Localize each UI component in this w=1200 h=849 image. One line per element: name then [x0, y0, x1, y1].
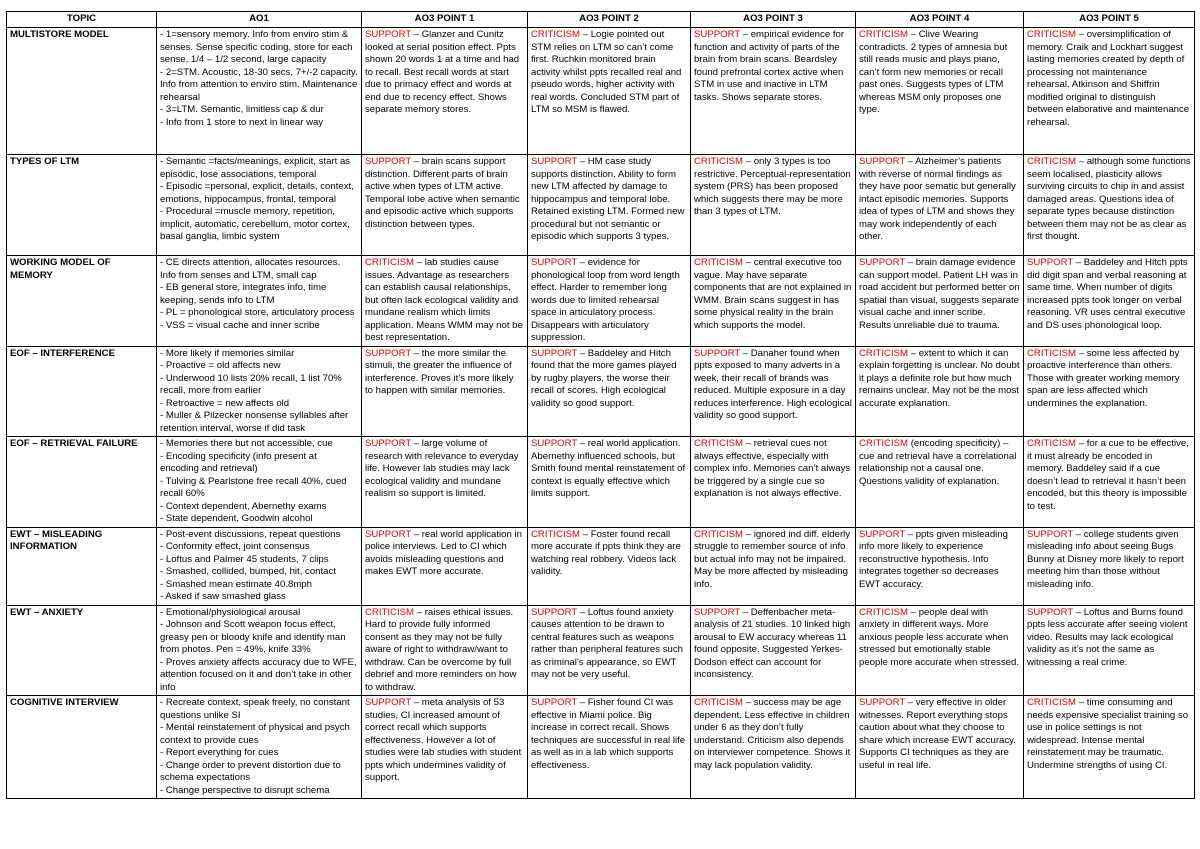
evaluation-label: CRITICISM — [694, 438, 744, 449]
evaluation-text: – Loftus and Burns found ppts less accurate after seeing violent video. Results may lack ecological validity as it’s not the same as witnessing a real crime. — [1027, 606, 1188, 668]
ao1-bullet: - Smashed, collided, bumped, hit, contact — [160, 566, 336, 577]
ao3-point-3-cell — [691, 256, 856, 347]
topic-cell: EWT – ANXIETY — [7, 605, 157, 696]
evaluation-text: – Alzheimer’s patients with reverse of normal findings as they have poor sematic but generally intact episodic memories. Supports idea of types of LTM and shows they may work independently of each other. — [859, 156, 1016, 242]
topic-cell: MULTISTORE MODEL — [7, 28, 157, 155]
evaluation-text: – Baddeley and Hitch ppts did digit span and verbal reasoning at same time. When number of digits increased ppts took longer on verbal reasoning. VR uses central executive and DS uses phonological loop. — [1027, 257, 1188, 331]
ao1-bullet: - Change perspective to disrupt schema — [160, 784, 330, 796]
ao1-bullet: - Asked if saw smashed glass — [160, 591, 286, 602]
evaluation-text: – for a cue to be effective, it must already be encoded in memory. Baddeley said if a cue doesn’t lead to retrieval it hasn’t been encoded, but this theory is impossible to test. — [1027, 438, 1189, 512]
evaluation-text: – Loftus found anxiety causes attention to be drawn to central features such as weapons rather than peripheral features such as criminal’s appearance, so EWT may not be very useful. — [531, 606, 683, 680]
ao3-point-3-cell — [691, 28, 856, 155]
evaluation-text: – very effective in older witnesses. Report everything stops caution about what they choose to share which increase EWT accuracy. Supports CI techniques as they are useful in real life. — [859, 697, 1016, 771]
evaluation-text: – success may be age dependent. Less effective in children under 6 as they don’t fully understand. Criticism also depends on interviewer competence. Shows it may lack population validity. — [694, 697, 851, 771]
evaluation-label: SUPPORT — [365, 347, 412, 359]
topic-cell: EOF – INTERFERENCE — [7, 346, 157, 437]
evaluation-label: SUPPORT — [365, 528, 412, 540]
ao3-point-4-cell — [856, 527, 1024, 605]
evaluation-text: – Danaher found when ppts exposed to many adverts in a week, their recall of brands was reduced. Multiple exposure in a day reduces interference. High ecological validity so good support. — [694, 347, 852, 421]
evaluation-text: – people deal with anxiety in different ways. More anxious people less accurate when stressed but emotionally stable people more accurate when stressed. — [859, 606, 1019, 668]
ao3-point-1-cell — [362, 605, 528, 696]
evaluation-label: CRITICISM — [531, 528, 581, 540]
ao3-point-5-cell — [1024, 346, 1195, 437]
ao1-bullet: - CE directs attention, allocates resources. Info from senses and LTM, small cap — [160, 257, 341, 281]
ao1-bullet: - Recreate context, speak freely, no constant questions unlike SI — [160, 697, 350, 721]
ao1-bullet: - Loftus and Palmer 45 students, 7 clips — [160, 553, 329, 565]
ao3-point-5-cell — [1024, 256, 1195, 347]
evaluation-label: CRITICISM — [859, 29, 909, 40]
evaluation-label: CRITICISM — [1027, 29, 1077, 40]
evaluation-text: – the more similar the stimuli, the greater the influence of interference. Proves it’s more likely to happen with similar memories. — [365, 347, 514, 396]
ao3-point-1-cell — [362, 437, 528, 528]
ao1-cell — [157, 28, 362, 155]
evaluation-text: – only 3 types is too restrictive. Perceptual-representation system (PRS) has been proposed which suggests there may be more than 3 types of LTM. — [694, 156, 851, 217]
header-ao1: AO1 — [157, 12, 362, 28]
header-ao3-point-4: AO3 POINT 4 — [856, 12, 1024, 28]
ao3-point-3-cell — [691, 696, 856, 799]
evaluation-label: SUPPORT — [531, 347, 578, 359]
topic-cell: COGNITIVE INTERVIEW — [7, 696, 157, 799]
table-row — [7, 256, 1195, 347]
table-row — [7, 155, 1195, 256]
ao1-bullet: - PL = phonological store, articulatory process — [160, 307, 355, 318]
ao3-point-5-cell — [1024, 696, 1195, 799]
ao3-point-2-cell — [528, 696, 691, 799]
evaluation-label: SUPPORT — [1027, 606, 1074, 618]
ao1-bullet: - Report everything for cues — [160, 747, 279, 758]
evaluation-label: SUPPORT — [694, 606, 741, 618]
ao1-bullet: - Info from 1 store to next in linear way — [160, 116, 324, 128]
evaluation-label: CRITICISM — [1027, 347, 1077, 359]
evaluation-label: SUPPORT — [859, 257, 906, 268]
evaluation-text: – ppts given misleading info more likely to experience reconstructive hypothesis. Info integrates together so decreases EWT accuracy. — [859, 528, 1008, 590]
ao1-bullet: - Proactive = old affects new — [160, 360, 281, 371]
evaluation-label: SUPPORT — [859, 156, 906, 167]
ao3-point-3-cell — [691, 605, 856, 696]
evaluation-text: – although some functions seem localised, plasticity allows surviving circuits to chip in and assist damaged areas. Questions idea of separate types because distinction between them may not be as clear as first thought. — [1027, 156, 1191, 242]
ao3-point-1-cell — [362, 256, 528, 347]
ao3-point-5-cell — [1024, 28, 1195, 155]
evaluation-label: CRITICISM — [365, 606, 415, 618]
ao3-point-1-cell — [362, 28, 528, 155]
evaluation-text: – Baddeley and Hitch found that the more games played by rugby players, the worse their recall of scores. High ecological validity so good support. — [531, 347, 677, 409]
ao1-bullet: - Conformity effect, joint consensus — [160, 541, 310, 552]
ao3-point-4-cell — [856, 155, 1024, 256]
ao1-bullet: - Semantic =facts/meanings, explicit, start as episodic, lose associations, temporal — [160, 156, 351, 180]
evaluation-text: – some less affected by proactive interference than others. Those with greater working memory span are less affected which undermines the explanation. — [1027, 347, 1180, 409]
evaluation-text: – brain damage evidence can support model. Patient LH was in road accident but performed better on spatial than visual, suggests separate visual cache and inner scribe. Results unreliable due to trauma. — [859, 257, 1020, 331]
ao1-cell — [157, 605, 362, 696]
evaluation-text: – brain scans support distinction. Different parts of brain active when types of LTM active. Temporal lobe active when semantic and episodic active which supports distinction between types. — [365, 156, 520, 230]
ao1-bullet: - Procedural =muscle memory, repetition, implicit, automatic, cerebellum, motor cortex, basal ganglia, limbic system — [160, 206, 350, 242]
evaluation-text: – oversimplification of memory. Craik and Lockhart suggest lasting memories created by depth of processing not maintenance rehearsal. Atkinson and Shiffrin modified original to distinguish between elaborative and maintenance rehearsal. — [1027, 29, 1190, 128]
ao3-point-3-cell — [691, 346, 856, 437]
ao1-bullet: - 2=STM. Acoustic, 18-30 secs, 7+/-2 capacity. Info from attention to enviro stim. Maintenance rehearsal — [160, 66, 358, 103]
evaluation-text: – evidence for phonological loop from word length effect. Harder to remember long words due to limited rehearsal space in articulatory process. Disappears with articulatory suppression. — [531, 257, 680, 343]
topic-cell: WORKING MODEL OF MEMORY — [7, 256, 157, 347]
table-row — [7, 28, 1195, 155]
ao3-point-4-cell — [856, 346, 1024, 437]
ao1-bullet: - Retroactive = new affects old — [160, 397, 290, 409]
evaluation-text: – Glanzer and Cunitz looked at serial position effect. Ppts shown 20 words 1 at a time and had to recall. Best recall words at start due to primacy effect and words at end due to recency effect. Shows separate memory stores. — [365, 29, 520, 115]
ao1-bullet: - Mental reinstatement of physical and psych context to provide cues — [160, 722, 350, 746]
ao3-point-2-cell — [528, 346, 691, 437]
header-ao3-point-1: AO3 POINT 1 — [362, 12, 528, 28]
ao3-point-5-cell — [1024, 155, 1195, 256]
evaluation-label: SUPPORT — [694, 347, 741, 359]
evaluation-label: SUPPORT — [859, 528, 906, 540]
ao3-point-2-cell — [528, 155, 691, 256]
table-row — [7, 696, 1195, 799]
evaluation-text: – empirical evidence for function and activity of parts of the brain from brain scans. Beardsley found prefrontal cortex active when STM in use and inactive in LTM tasks. Shows separate stores. — [694, 29, 845, 103]
ao1-bullet: - 3=LTM. Semantic, limitless cap & dur — [160, 104, 324, 115]
ao3-point-4-cell — [856, 437, 1024, 528]
evaluation-label: SUPPORT — [531, 606, 578, 618]
ao3-point-3-cell — [691, 155, 856, 256]
ao1-bullet: - Change order to prevent distortion due to schema expectations — [160, 759, 341, 783]
ao1-cell — [157, 527, 362, 605]
evaluation-label: SUPPORT — [859, 697, 906, 708]
evaluation-label: CRITICISM — [694, 697, 744, 708]
ao3-point-3-cell — [691, 527, 856, 605]
ao3-point-2-cell — [528, 28, 691, 155]
evaluation-text: – real world application. Abernethy influenced schools, but Smith found mental reinstatement of context is equally effective which limits support. — [531, 438, 686, 499]
evaluation-text: – HM case study supports distinction. Ability to form new LTM affected by damage to hippocampus and temporal lobe. Retained existing LTM. Formed new procedural but not semantic or episodic which supports 3 types. — [531, 156, 685, 242]
ao1-bullet: - Memories there but not accessible, cue — [160, 438, 333, 449]
evaluation-label: SUPPORT — [531, 697, 578, 708]
ao1-bullet: - Encoding specificity (info present at encoding and retrieval) — [160, 450, 317, 474]
ao3-point-5-cell — [1024, 437, 1195, 528]
ao1-bullet: - Context dependent, Abernethy exams — [160, 500, 327, 512]
ao3-point-2-cell — [528, 605, 691, 696]
ao1-bullet: - Proves anxiety affects accuracy due to WFE, attention focused on it and don’t take in other info — [160, 656, 357, 693]
evaluation-label: SUPPORT — [694, 29, 741, 40]
header-ao3-point-2: AO3 POINT 2 — [528, 12, 691, 28]
evaluation-text: – extent to which it can explain forgetting is unclear. No doubt it plays a definite role but how much remains unclear. May not be the most accurate explanation. — [859, 347, 1020, 409]
evaluation-label: CRITICISM — [1027, 156, 1077, 167]
evaluation-label: CRITICISM — [694, 257, 744, 268]
evaluation-label: CRITICISM — [859, 606, 909, 618]
evaluation-label: SUPPORT — [365, 697, 412, 708]
evaluation-text: – Foster found recall more accurate if ppts think they are watching real robbery. Videos lack validity. — [531, 528, 681, 577]
ao3-point-1-cell — [362, 346, 528, 437]
ao3-point-4-cell — [856, 256, 1024, 347]
evaluation-label: CRITICISM — [859, 347, 909, 359]
ao3-point-4-cell — [856, 605, 1024, 696]
evaluation-text: – Deffenbacher meta-analysis of 21 studies. 10 linked high arousal to EW accuracy whereas 11 found opposite. Suggested Yerkes-Dodson effect can account for inconsistency. — [694, 606, 851, 680]
ao3-point-5-cell — [1024, 527, 1195, 605]
ao1-cell — [157, 437, 362, 528]
ao1-bullet: - Post-event discussions, repeat questions — [160, 528, 341, 540]
ao1-cell — [157, 155, 362, 256]
evaluation-text: – Logie pointed out STM relies on LTM so can’t come first. Ruchkin monitored brain activity whilst ppts recalled real and pseudo words, higher activity with real words. Concluded STM part of LTM so MSM is flawed. — [531, 29, 682, 115]
evaluation-label: SUPPORT — [365, 438, 412, 449]
evaluation-text: – Fisher found CI was effective in Miami police. Big increase in correct recall. Shows techniques are successful in real life as well as in a lab which supports effectiveness. — [531, 697, 686, 771]
table-row — [7, 437, 1195, 528]
evaluation-label: SUPPORT — [1027, 257, 1074, 268]
ao3-point-4-cell — [856, 696, 1024, 799]
evaluation-label: SUPPORT — [1027, 528, 1074, 540]
evaluation-text: – meta analysis of 53 studies, CI increased amount of correct recall which supports effectiveness. However a lot of studies were lab studies with student ppts which undermines validity of support. — [365, 697, 522, 783]
evaluation-text: – central executive too vague. May have separate components that are not explained in WMM. Brain scans suggest in has some physical reality in the brain which supports the model. — [694, 257, 852, 331]
ao3-point-1-cell — [362, 527, 528, 605]
evaluation-label: CRITICISM — [859, 438, 909, 449]
ao1-bullet: - State dependent, Goodwin alcohol — [160, 513, 313, 524]
evaluation-label: CRITICISM — [531, 29, 581, 40]
ao1-cell — [157, 696, 362, 799]
evaluation-label: CRITICISM — [1027, 697, 1077, 708]
ao1-bullet: - Episodic =personal, explicit, details, context, emotions, hippocampus, frontal, temporal — [160, 181, 354, 205]
ao1-bullet: - Johnson and Scott weapon focus effect, greasy pen or bloody knife and identify man from photos. Pen = 49%, knife 33% — [160, 619, 346, 655]
ao1-bullet: - VSS = visual cache and inner scribe — [160, 319, 320, 331]
ao1-cell — [157, 256, 362, 347]
evaluation-label: SUPPORT — [531, 438, 578, 449]
evaluation-label: SUPPORT — [531, 156, 578, 167]
ao3-point-2-cell — [528, 527, 691, 605]
evaluation-label: CRITICISM — [694, 528, 744, 540]
evaluation-label: SUPPORT — [365, 29, 412, 40]
evaluation-text: – ignored ind diff. elderly struggle to remember source of info but actual info may not be impaired. May be more affected by misleading info. — [694, 528, 851, 590]
evaluation-text: – raises ethical issues. Hard to provide fully informed consent as they may not be fully aware of right to withdraw/want to withdraw. Can be overcome by full debrief and more reminders on how to withdraw. — [365, 606, 517, 693]
evaluation-text: – lab studies cause issues. Advantage as researchers can establish causal relationships, but often lack ecological validity and mundane realism which limits application. Means WMM may not be best representation. — [365, 257, 523, 343]
evaluation-text: – Clive Wearing contradicts. 2 types of amnesia but still reads music and plays piano, can’t form new memories or recall past ones. Suggests types of LTM whereas MSM only proposes one type. — [859, 29, 1008, 115]
ao1-bullet: - Muller & Pilzecker nonsense syllables after retention interval, worse if did task — [160, 410, 349, 434]
header-ao3-point-3: AO3 POINT 3 — [691, 12, 856, 28]
evaluation-text: – retrieval cues not always effective, especially with complex info. Memories can’t always be triggered by a single cue so explanation is not always effective. — [694, 438, 851, 499]
ao3-point-1-cell — [362, 155, 528, 256]
evaluation-text: – time consuming and needs expensive specialist training so use in police settings is not widespread. Intense mental reinstatement may be traumatic. Undermine strengths of using CI. — [1027, 697, 1189, 771]
ao1-bullet: - Underwood 10 lists 20% recall, 1 list 70% recall, more from earlier — [160, 372, 342, 396]
table-row — [7, 527, 1195, 605]
ao1-bullet: - Smashed mean estimate 40.8mph — [160, 578, 312, 590]
ao3-point-2-cell — [528, 437, 691, 528]
evaluation-label: CRITICISM — [1027, 438, 1077, 449]
evaluation-label: SUPPORT — [365, 156, 412, 167]
evaluation-text: – real world application in police interviews. Led to CI which avoids misleading questions and makes EWT more accurate. — [365, 528, 522, 577]
ao3-point-3-cell — [691, 437, 856, 528]
ao3-point-2-cell — [528, 256, 691, 347]
evaluation-text: (encoding specificity) – cue and retrieval have a correlational relationship not a causal one. Questions validity of explanation. — [859, 438, 1017, 487]
revision-table — [6, 11, 1195, 799]
ao1-bullet: - Emotional/physiological arousal — [160, 606, 301, 618]
evaluation-label: SUPPORT — [531, 257, 578, 268]
header-topic: TOPIC — [7, 12, 157, 28]
evaluation-text: – college students given misleading info about seeing Bugs Bunny at Disney more likely to report meeting him than those without misleading info. — [1027, 528, 1184, 590]
table-row — [7, 346, 1195, 437]
ao1-bullet: - More likely if memories similar — [160, 347, 295, 359]
ao1-cell — [157, 346, 362, 437]
evaluation-label: CRITICISM — [365, 257, 415, 268]
ao1-bullet: - EB general store, integrates info, time keeping, sends info to LTM — [160, 282, 327, 306]
header-ao3-point-5: AO3 POINT 5 — [1024, 12, 1195, 28]
evaluation-label: CRITICISM — [694, 156, 744, 167]
topic-cell: EOF – RETRIEVAL FAILURE — [7, 437, 157, 528]
table-row — [7, 605, 1195, 696]
topic-cell: EWT – MISLEADING INFORMATION — [7, 527, 157, 605]
ao3-point-4-cell — [856, 28, 1024, 155]
ao1-bullet: - 1=sensory memory. Info from enviro stim & senses. Sense specific coding, store for each sense, 1/4 – 1/2 second, large capacity — [160, 29, 353, 65]
ao1-bullet: - Tulving & Pearlstone free recall 40%, cued recall 60% — [160, 475, 347, 499]
ao3-point-5-cell — [1024, 605, 1195, 696]
ao3-point-1-cell — [362, 696, 528, 799]
topic-cell: TYPES OF LTM — [7, 155, 157, 256]
evaluation-text: – large volume of research with relevance to everyday life. However lab studies may lack ecological validity and mundane realism so support is limited. — [365, 438, 519, 499]
header-row — [7, 12, 1195, 28]
